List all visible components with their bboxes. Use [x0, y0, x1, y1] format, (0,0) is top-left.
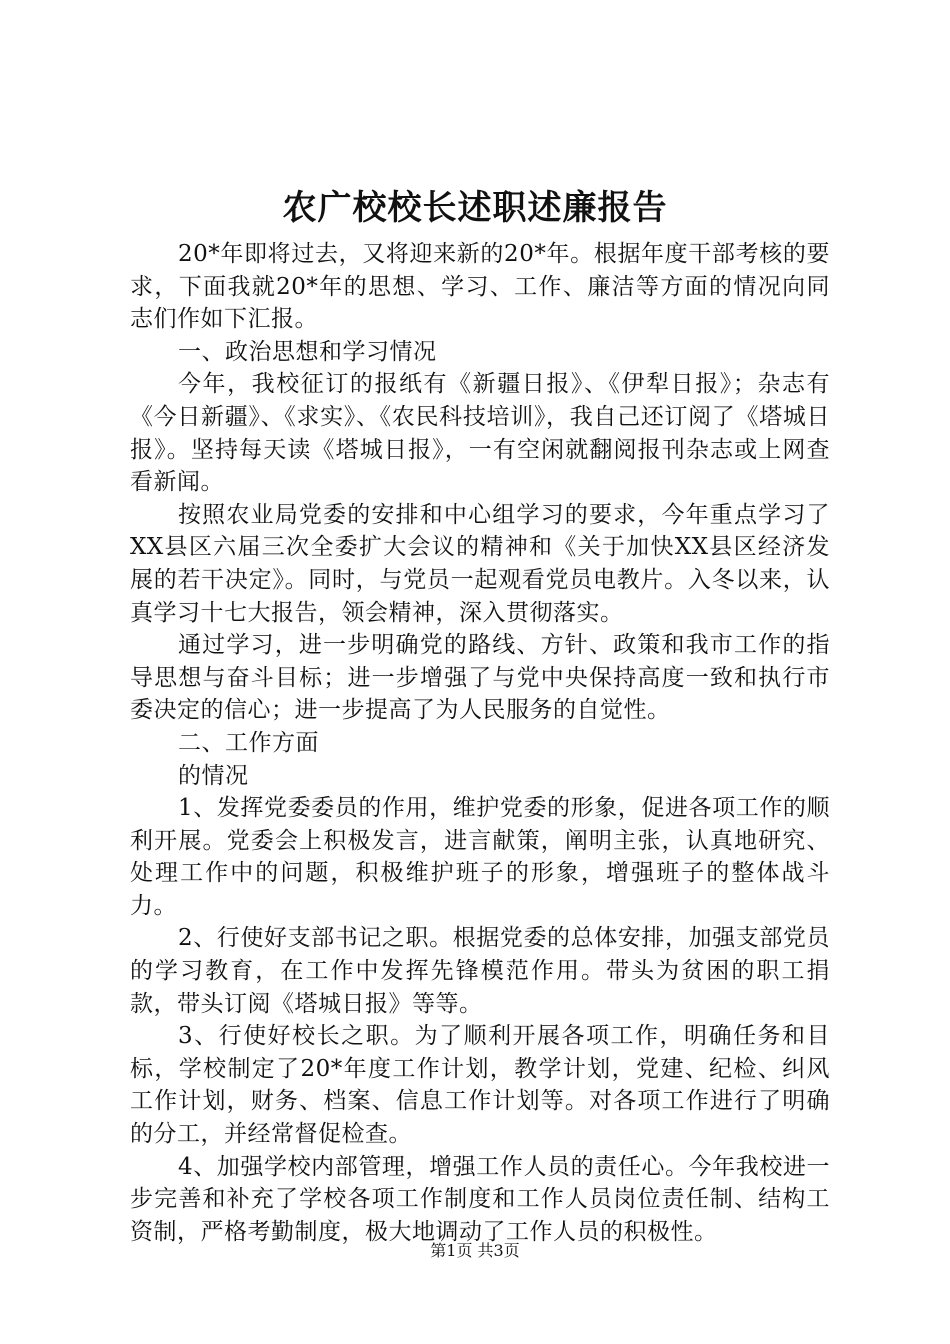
section-heading-2: 二、工作方面 — [178, 729, 319, 756]
paragraph-intro: 20*年即将过去，又将迎来新的20*年。根据年度干部考核的要求，下面我就20*年的思想、学习、工作、廉洁等方面的情况向同志们作如下汇报。 — [130, 241, 830, 333]
document-title: 农广校校长述职述廉报告 — [282, 188, 668, 228]
paragraph-item-4: 4、加强学校内部管理，增强工作人员的责任心。今年我校进一步完善和补充了学校各项工作制度和工作人员岗位责任制、结构工资制，严格考勤制度，极大地调动了工作人员的积极性。 — [130, 1153, 830, 1245]
paragraph-item-3: 3、行使好校长之职。为了顺利开展各项工作，明确任务和目标，学校制定了20*年度工作计划，教学计划，党建、纪检、纠风工作计划，财务、档案、信息工作计划等。对各项工作进行了明确的分工，并经常督促检查。 — [130, 1023, 830, 1148]
paragraph-item-1: 1、发挥党委委员的作用，维护党委的形象，促进各项工作的顺利开展。党委会上积极发言，进言献策，阐明主张，认真地研究、处理工作中的问题，积极维护班子的形象，增强班子的整体战斗力。 — [130, 795, 830, 919]
paragraph: 按照农业局党委的安排和中心组学习的要求，今年重点学习了XX县区六届三次全委扩大会议的精神和《关于加快XX县区经济发展的若干决定》。同时，与党员一起观看党员电教片。入冬以来，认真学习十七大报告，领会精神，深入贯彻落实。 — [130, 501, 830, 626]
paragraph: 通过学习，进一步明确党的路线、方针、政策和我市工作的指导思想与奋斗目标；进一步增强了与党中央保持高度一致和执行市委决定的信心；进一步提高了为人民服务的自觉性。 — [130, 632, 830, 724]
paragraph: 今年，我校征订的报纸有《新疆日报》、《伊犁日报》；杂志有《今日新疆》、《求实》、《农民科技培训》，我自己还订阅了《塔城日报》。坚持每天读《塔城日报》，一有空闲就翻阅报刊杂志或上网查看新闻。 — [130, 371, 830, 496]
document-body — [130, 238, 830, 1248]
section-heading-2-continued: 的情况 — [178, 762, 249, 789]
page-number-footer: 第1页 共3页 — [430, 1241, 520, 1260]
section-heading-1: 一、政治思想和学习情况 — [178, 338, 437, 365]
paragraph-item-2: 2、行使好支部书记之职。根据党委的总体安排，加强支部党员的学习教育，在工作中发挥先锋模范作用。带头为贫困的职工捐款，带头订阅《塔城日报》等等。 — [130, 925, 830, 1017]
